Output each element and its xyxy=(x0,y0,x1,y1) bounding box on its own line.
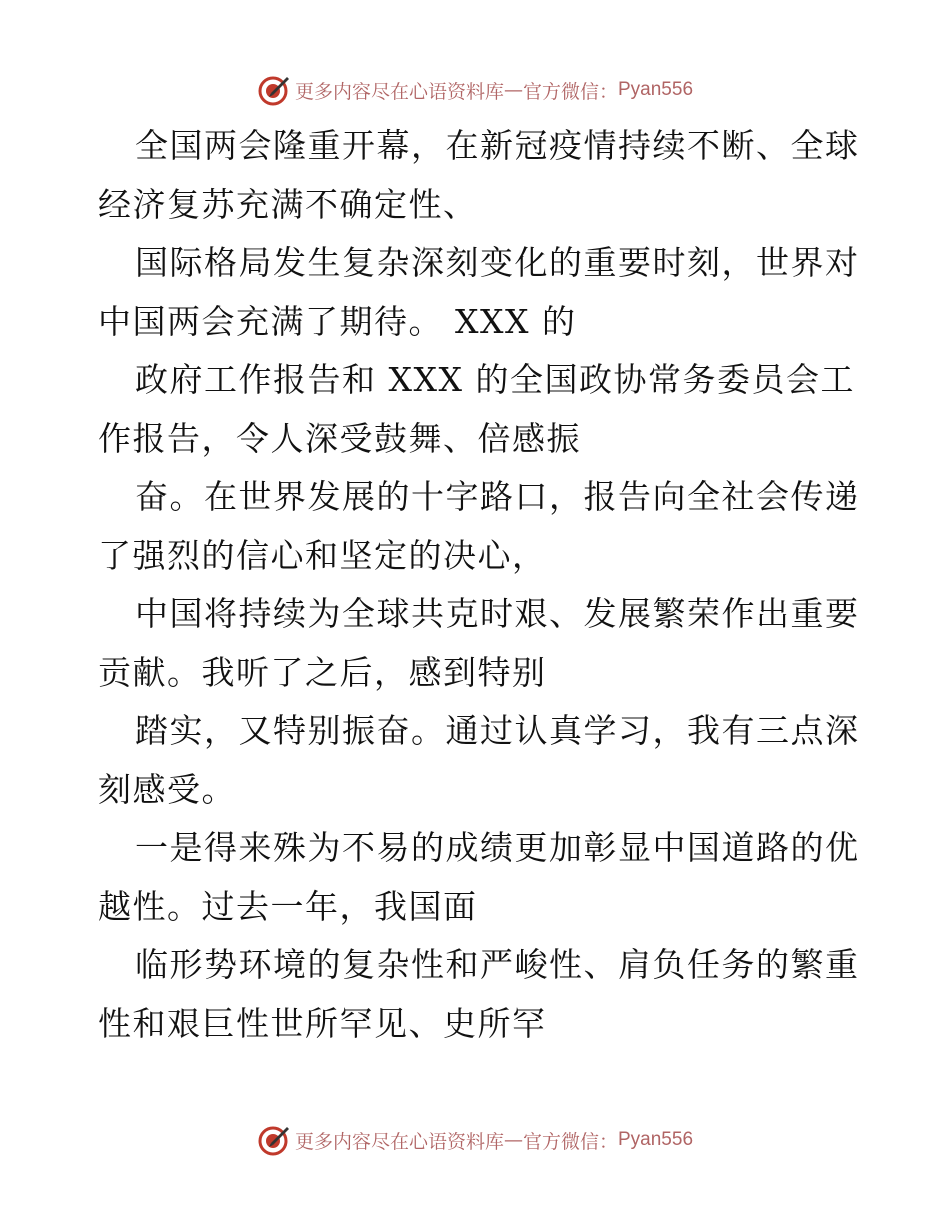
text-line: 一是得来殊为不易的成绩更加彰显中国道路的优 xyxy=(135,828,860,867)
text-line: 中国将持续为全球共克时艰、发展繁荣作出重要 xyxy=(135,594,860,633)
header-banner xyxy=(0,70,950,110)
footer-banner-dash: — xyxy=(503,1129,523,1151)
footer-banner-brand: Pyan556 xyxy=(618,1129,694,1150)
header-banner-official: 官方微信： xyxy=(522,80,618,103)
pen-logo-icon xyxy=(257,1123,291,1157)
header-banner-dash: — xyxy=(503,79,523,101)
text-line: 中国两会充满了期待。 XXX 的 xyxy=(98,301,577,341)
text-line: 临形势环境的复杂性和严峻性、肩负任务的繁重 xyxy=(135,945,860,984)
text-line: 国际格局发生复杂深刻变化的重要时刻，世界对 xyxy=(135,243,860,282)
text-line: 踏实，又特别振奋。通过认真学习，我有三点深 xyxy=(135,711,860,750)
text-line: 性和艰巨性世所罕见、史所罕 xyxy=(98,1003,547,1043)
text-line: 奋。在世界发展的十字路口，报告向全社会传递 xyxy=(135,477,860,516)
text-line: 全国两会隆重开幕，在新冠疫情持续不断、全球 xyxy=(135,126,860,165)
footer-banner-official: 官方微信： xyxy=(522,1130,618,1153)
footer-banner-text: 更多内容尽在心语资料库 xyxy=(294,1130,504,1153)
footer-banner-content xyxy=(257,1123,693,1157)
text-line: 作报告，令人深受鼓舞、倍感振 xyxy=(98,418,581,458)
document-body xyxy=(98,117,858,1053)
text-line: 越性。过去一年，我国面 xyxy=(98,886,478,926)
footer-banner xyxy=(0,1120,950,1160)
text-line: 政府工作报告和 XXX 的全国政协常务委员会工 xyxy=(135,360,855,399)
header-banner-text: 更多内容尽在心语资料库 xyxy=(294,80,504,103)
text-line: 刻感受。 xyxy=(98,769,236,809)
header-banner-brand: Pyan556 xyxy=(618,79,694,100)
header-banner-content xyxy=(257,73,693,107)
text-line: 经济复苏充满不确定性、 xyxy=(98,184,478,224)
text-line: 贡献。我听了之后，感到特别 xyxy=(98,652,547,692)
text-line: 了强烈的信心和坚定的决心， xyxy=(98,535,547,575)
pen-logo-icon xyxy=(257,73,291,107)
